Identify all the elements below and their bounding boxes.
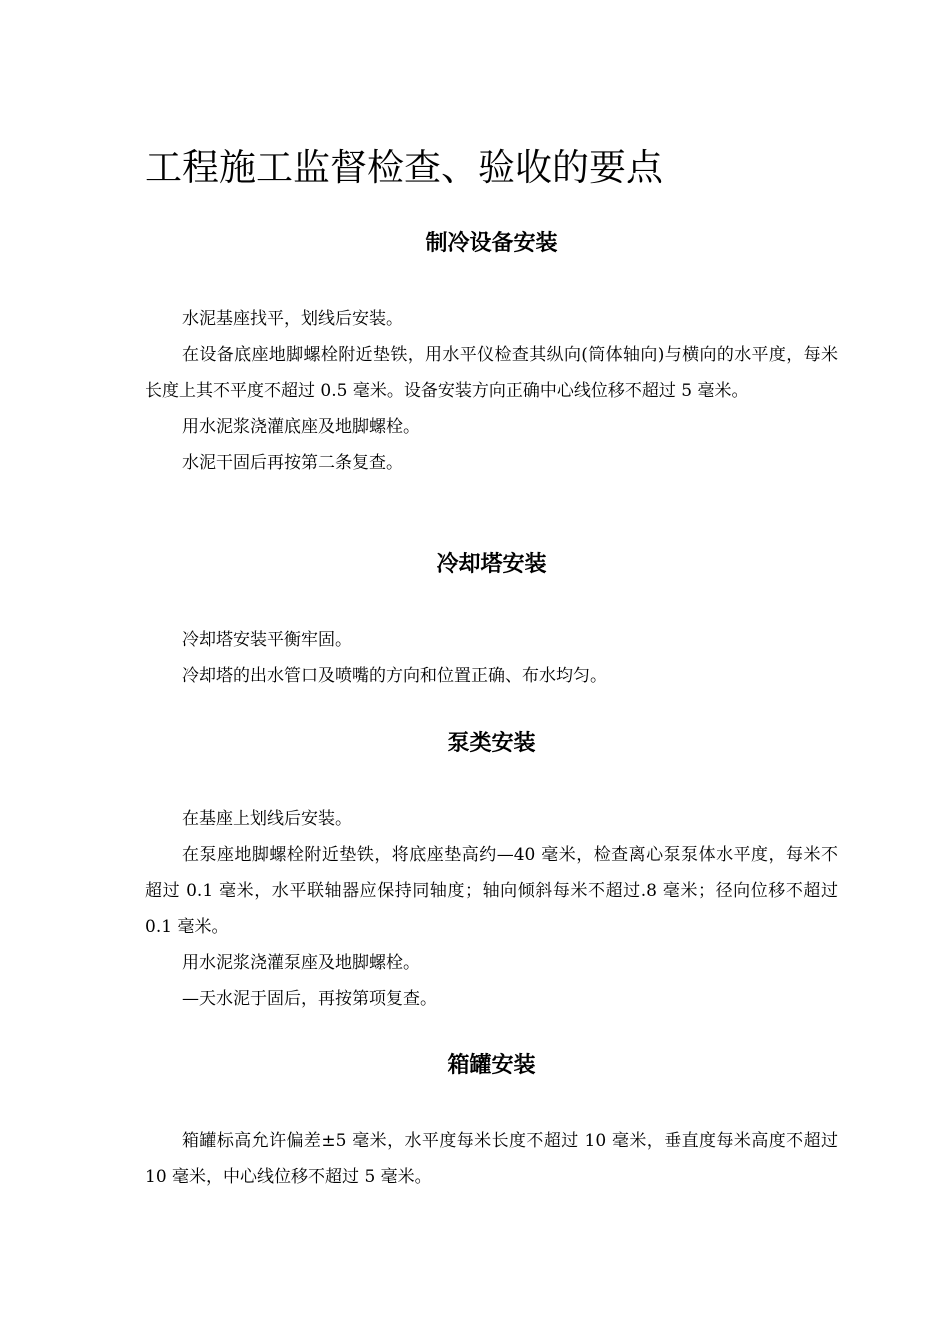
- paragraph: 水泥基座找平，划线后安装。: [182, 309, 403, 330]
- section-heading: 制冷设备安装: [425, 231, 558, 256]
- paragraph: 在泵座地脚螺栓附近垫铁，将底座垫高约—40 毫米，检查离心泵泵体水平度，每米不超过 0.1 毫米，水平联轴器应保持同轴度；轴向倾斜每米不超过.8 毫米；径向位移不超过 0.1 毫米。: [145, 845, 838, 938]
- section-tanks: [145, 1053, 838, 1195]
- section-heading: 箱罐安装: [447, 1053, 536, 1078]
- section-heading: 泵类安装: [447, 731, 536, 756]
- section-refrigeration-equipment: [145, 231, 838, 481]
- paragraph: 冷却塔安装平衡牢固。: [182, 630, 352, 651]
- section-pumps: [145, 731, 838, 1017]
- paragraph: 水泥干固后再按第二条复查。: [182, 453, 403, 474]
- paragraph: 在设备底座地脚螺栓附近垫铁，用水平仪检查其纵向(筒体轴向)与横向的水平度，每米长度上其不平度不超过 0.5 毫米。设备安装方向正确中心线位移不超过 5 毫米。: [145, 345, 838, 402]
- paragraph: 用水泥浆浇灌底座及地脚螺栓。: [182, 417, 420, 438]
- paragraph: 在基座上划线后安装。: [182, 809, 352, 830]
- section-heading: 冷却塔安装: [436, 552, 547, 577]
- paragraph: 冷却塔的出水管口及喷嘴的方向和位置正确、布水均匀。: [182, 666, 607, 687]
- paragraph: 用水泥浆浇灌泵座及地脚螺栓。: [182, 953, 420, 974]
- section-cooling-tower: [145, 552, 838, 694]
- paragraph: 箱罐标高允许偏差±5 毫米，水平度每米长度不超过 10 毫米，垂直度每米高度不超过 10 毫米，中心线位移不超过 5 毫米。: [145, 1131, 838, 1188]
- paragraph: —天水泥于固后，再按第项复查。: [182, 989, 437, 1010]
- document-title: 工程施工监督检查、验收的要点: [145, 146, 663, 189]
